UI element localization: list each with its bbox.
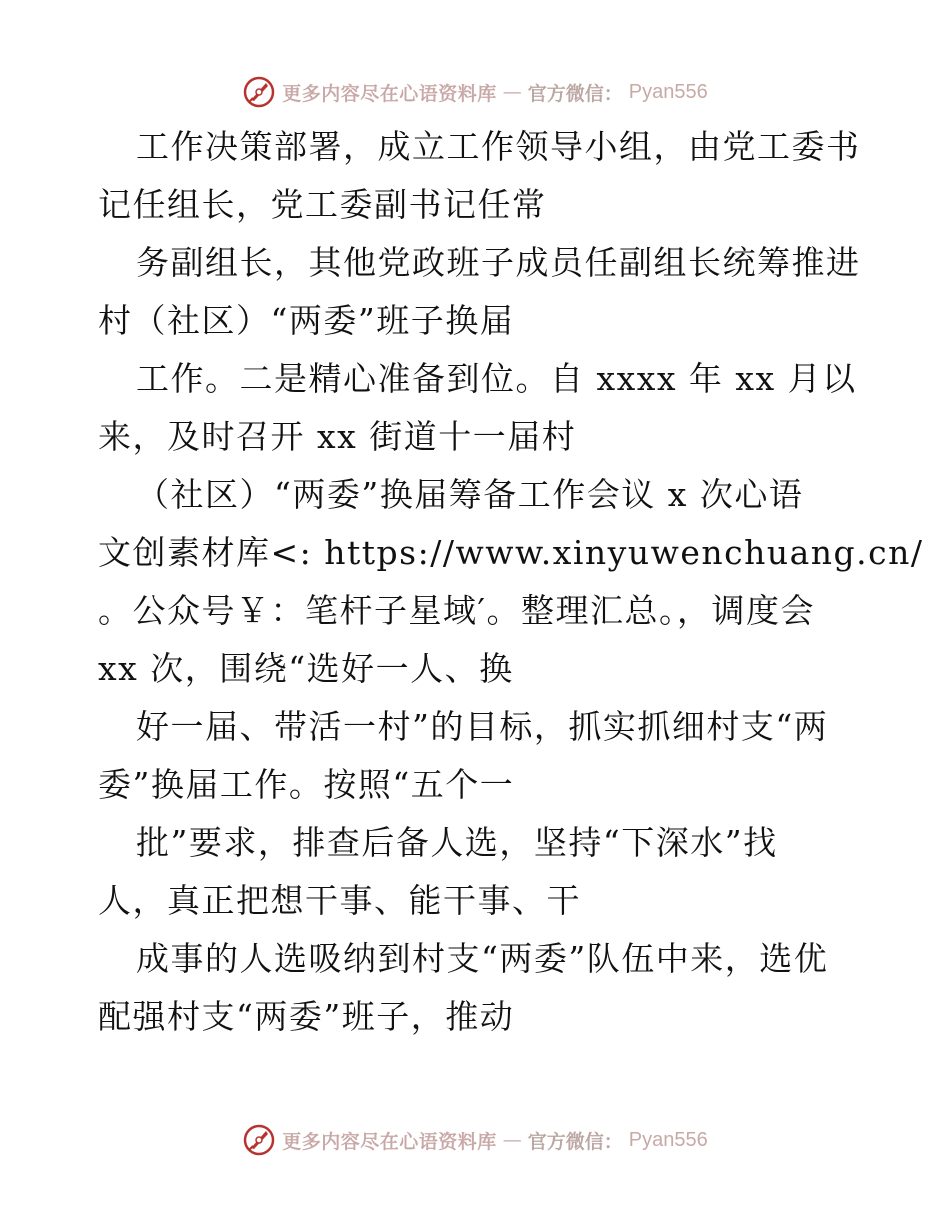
text-line: 工作。二是精心准备到位。自 xxxx 年 xx 月以 (136, 359, 857, 398)
watermark-wechat-id: Pyan556 (628, 1128, 708, 1151)
text-line: 配强村支“两委”班子，推动 (98, 997, 515, 1036)
text-line: （社区）“两委”换届筹备工作会议 x 次心语 (136, 475, 804, 514)
header-watermark-banner (0, 72, 950, 112)
watermark-wechat-id: Pyan556 (628, 80, 708, 103)
text-line: 务副组长，其他党政班子成员任副组长统筹推进 (136, 243, 861, 282)
watermark-title: 更多内容尽在心语资料库 (282, 82, 497, 105)
text-line: 文创素材库<: https://www.xinyuwenchuang.cn/ (98, 533, 924, 572)
text-line: 。公众号￥：笔杆子星域′。整理汇总。，调度会 (98, 591, 815, 630)
text-line: 工作决策部署，成立工作领导小组，由党工委书 (136, 127, 861, 166)
text-line: 委”换届工作。按照“五个一 (98, 765, 515, 804)
watermark-dash: — (502, 81, 522, 103)
text-line: 人，真正把想干事、能干事、干 (98, 881, 581, 920)
watermark-wechat-label: 官方微信： (527, 1130, 623, 1153)
quill-circle-logo-icon (242, 1123, 276, 1157)
watermark-wechat-label: 官方微信： (527, 82, 623, 105)
text-line: 来，及时召开 xx 街道十一届村 (98, 417, 577, 456)
text-line: 村（社区）“两委”班子换届 (98, 301, 515, 340)
text-line: 批”要求，排查后备人选，坚持“下深水”找 (136, 823, 778, 862)
quill-circle-logo-icon (242, 75, 276, 109)
text-line: 好一届、带活一村”的目标，抓实抓细村支“两 (136, 707, 829, 746)
watermark-content (242, 75, 708, 109)
footer-watermark-banner (0, 1120, 950, 1160)
document-body (98, 118, 924, 1046)
watermark-content (242, 1123, 708, 1157)
watermark-title: 更多内容尽在心语资料库 (282, 1130, 497, 1153)
watermark-dash: — (502, 1129, 522, 1151)
text-line: xx 次，围绕“选好一人、换 (98, 649, 514, 688)
text-line: 记任组长，党工委副书记任常 (98, 185, 547, 224)
text-line: 成事的人选吸纳到村支“两委”队伍中来，选优 (136, 939, 829, 978)
